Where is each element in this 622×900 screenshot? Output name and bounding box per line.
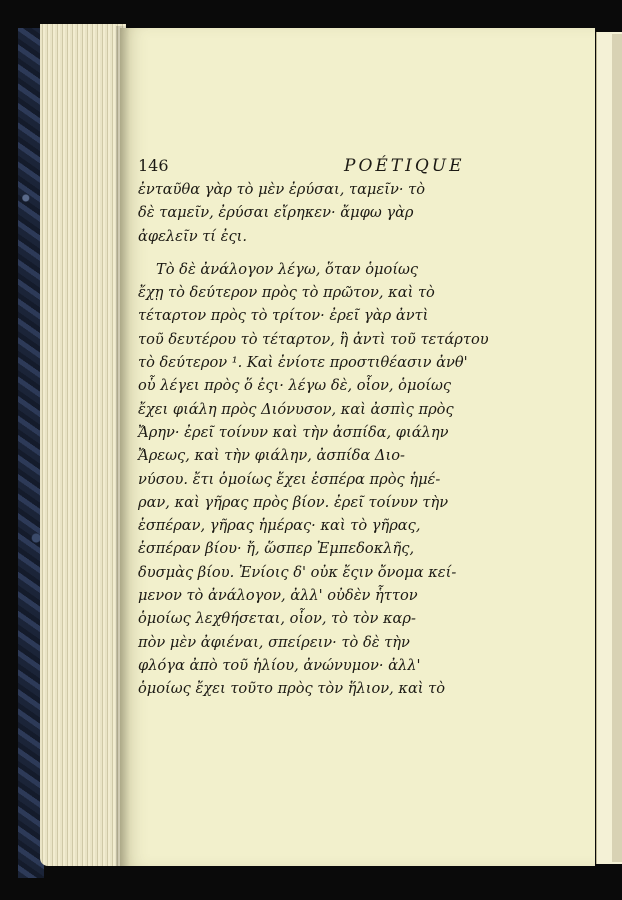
text-line: ραν, καὶ γῆρας πρὸς βίον. ἐρεῖ τοίνυν τὴν xyxy=(138,493,449,511)
text-line: Τὸ δὲ ἀνάλογον λέγω, ὅταν ὁμοίως xyxy=(156,260,419,278)
text-line: ἐνταῦθα γὰρ τὸ μὲν ἐρύσαι, ταμεῖν· τὸ xyxy=(138,181,425,198)
paragraph-gap xyxy=(138,248,546,258)
text-line: Ἄρεως, καὶ τὴν φιάλην, ἀσπίδα Διο- xyxy=(138,447,405,465)
text-line: δυσμὰς βίου. Ἐνίοις δ' οὐκ ἔςιν ὄνομα κεί- xyxy=(138,563,457,581)
text-line: ὁμοίως λεχθήσεται, οἷον, τὸ τὸν καρ- xyxy=(138,610,416,628)
text-line: οὗ λέγει πρὸς ὅ ἐςι· λέγω δὲ, οἷον, ὁμοίως xyxy=(138,377,452,395)
text-line: ἔχῃ τὸ δεύτερον πρὸς τὸ πρῶτον, καὶ τὸ xyxy=(138,284,435,302)
text-line: ἔχει φιάλη πρὸς Διόνυσον, καὶ ἀσπὶς πρὸς xyxy=(138,400,454,418)
text-line: ἑσπέραν, γῆρας ἡμέρας· καὶ τὸ γῆρας, xyxy=(138,517,421,535)
page-header xyxy=(138,156,538,178)
facing-page-fore-edge xyxy=(612,34,622,862)
page-number: 146 xyxy=(138,156,169,175)
running-title: POÉTIQUE xyxy=(344,156,465,176)
text-line: Ἄρην· ἐρεῖ τοίνυν καὶ τὴν ἀσπίδα, φιάλην xyxy=(138,423,449,441)
text-line: ἀφελεῖν τί ἐςι. xyxy=(138,227,248,245)
gutter-shadow xyxy=(116,26,130,866)
greek-text-block xyxy=(138,178,546,701)
text-line: ἑσπέραν βίου· ἤ, ὥσπερ Ἐμπεδοκλῆς, xyxy=(138,540,415,558)
text-line: πὸν μὲν ἀφιέναι, σπείρειν· τὸ δὲ τὴν xyxy=(138,633,410,651)
text-line: τέταρτον πρὸς τὸ τρίτον· ἐρεῖ γὰρ ἀντὶ xyxy=(138,307,429,325)
text-line: νύσου. ἔτι ὁμοίως ἔχει ἑσπέρα πρὸς ἡμέ- xyxy=(138,470,441,488)
text-line: ὁμοίως ἔχει τοῦτο πρὸς τὸν ἥλιον, καὶ τὸ xyxy=(138,680,446,698)
text-line: τοῦ δευτέρου τὸ τέταρτον, ἢ ἀντὶ τοῦ τετάρτου xyxy=(138,330,489,348)
text-line: δὲ ταμεῖν, ἐρύσαι εἴρηκεν· ἄμφω γὰρ xyxy=(138,204,414,222)
text-line: φλόγα ἀπὸ τοῦ ἡλίου, ἀνώνυμον· ἀλλ' xyxy=(138,656,421,674)
page-edges xyxy=(40,24,126,866)
text-line: τὸ δεύτερον ¹. Καὶ ἐνίοτε προστιθέασιν ἀνθ' xyxy=(138,354,468,372)
text-line: μενον τὸ ἀνάλογον, ἀλλ' οὐδὲν ἧττον xyxy=(138,587,418,605)
